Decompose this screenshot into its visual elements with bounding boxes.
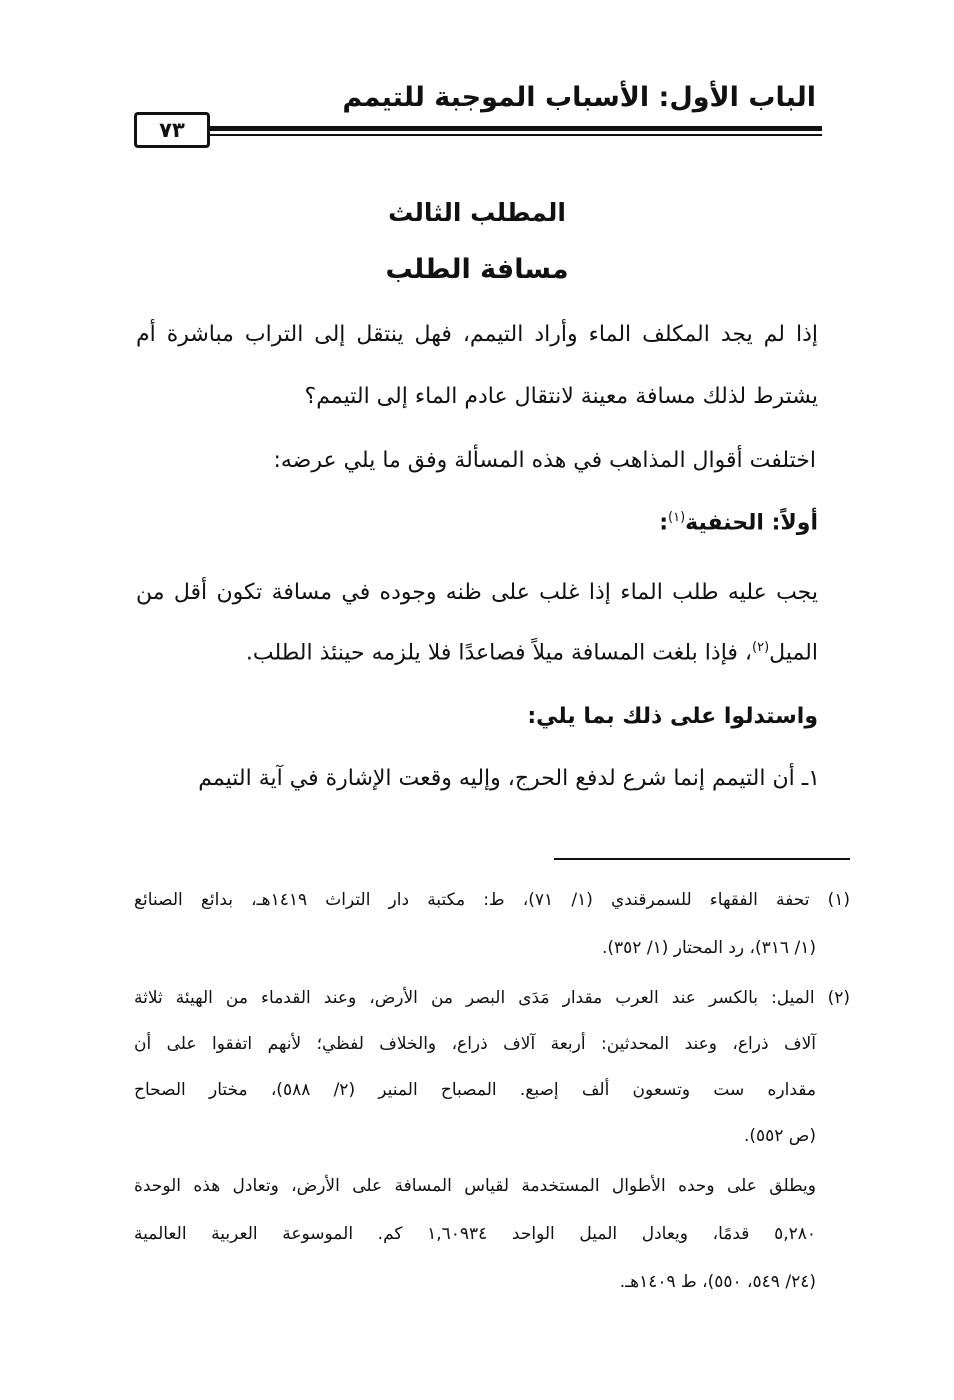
paragraph-3-mile: الميل	[769, 640, 818, 666]
running-header-title: الباب الأول: الأسباب الموجبة للتيمم	[342, 82, 816, 113]
subheading-colon: :	[659, 510, 668, 536]
footnote-marker-1: (١)	[668, 510, 686, 525]
footnote-1-line-2: (١/ ٣١٦)، رد المحتار (١/ ٣٥٢).	[601, 938, 816, 958]
page-number-badge	[134, 112, 210, 148]
evidence-item-1: ١ـ أن التيمم إنما شرع لدفع الحرج، وإليه وقعت الإشارة في آية التيمم	[198, 766, 820, 791]
paragraph-1-line-2: يشترط لذلك مسافة معينة لانتقال عادم الماء إلى التيمم؟	[304, 384, 818, 409]
footnote-2-line-3: مقداره ست وتسعون ألف إصبع. المصباح المنير (٢/ ٥٨٨)، مختار الصحاح	[134, 1080, 816, 1100]
footnote-marker-2: (٢)	[752, 640, 770, 655]
topic-title: مسافة الطلب	[385, 254, 569, 285]
footnote-2-line-1: (٢) الميل: بالكسر عند العرب مقدار مَدَى البصر من الأرض، وعند القدماء من الهيئة ثلاثة	[134, 988, 850, 1008]
header-rule-thin	[210, 134, 822, 136]
paragraph-3-rest: ، فإذا بلغت المسافة ميلاً فصاعدًا فلا يلزمه حينئذ الطلب.	[245, 640, 753, 666]
paragraph-1-line-1: إذا لم يجد المكلف الماء وأراد التيمم، فهل ينتقل إلى التراب مباشرة أم	[136, 322, 818, 347]
footnote-2-line-5: ويطلق على وحده الأطوال المستخدمة لقياس المسافة على الأرض، وتعادل هذه الوحدة	[134, 1176, 816, 1196]
evidence-heading: واستدلوا على ذلك بما يلي:	[527, 704, 818, 729]
paragraph-3-line-1: يجب عليه طلب الماء إذا غلب على ظنه وجوده في مسافة تكون أقل من	[136, 580, 818, 605]
paragraph-2: اختلفت أقوال المذاهب في هذه المسألة وفق ما يلي عرضه:	[273, 448, 816, 473]
header-rule-thick	[210, 126, 822, 131]
subheading-hanafi	[659, 510, 818, 535]
page-number: ٧٣	[159, 118, 185, 142]
footnote-2-line-7: (٢٤/ ٥٤٩، ٥٥٠)، ط ١٤٠٩هـ.	[619, 1272, 816, 1292]
footnote-1-line-1: (١) تحفة الفقهاء للسمرقندي (١/ ٧١)، ط: مكتبة دار التراث ١٤١٩هـ، بدائع الصنائع	[134, 890, 850, 910]
paragraph-3-line-2	[246, 640, 818, 665]
footnote-2-line-2: آلاف ذراع، وعند المحدثين: أربعة آلاف ذراع، والخلاف لفظي؛ لأنهم اتفقوا على أن	[134, 1034, 816, 1054]
subheading-hanafi-text: أولاً: الحنفية	[685, 510, 818, 536]
footnote-2-line-4: (ص ٥٥٢).	[743, 1126, 816, 1146]
footnote-separator	[554, 858, 850, 860]
footnote-2-line-6: ٥,٢٨٠ قدمًا، ويعادل الميل الواحد ١,٦٠٩٣٤ كم. الموسوعة العربية العالمية	[134, 1224, 816, 1244]
section-title: المطلب الثالث	[388, 198, 566, 227]
